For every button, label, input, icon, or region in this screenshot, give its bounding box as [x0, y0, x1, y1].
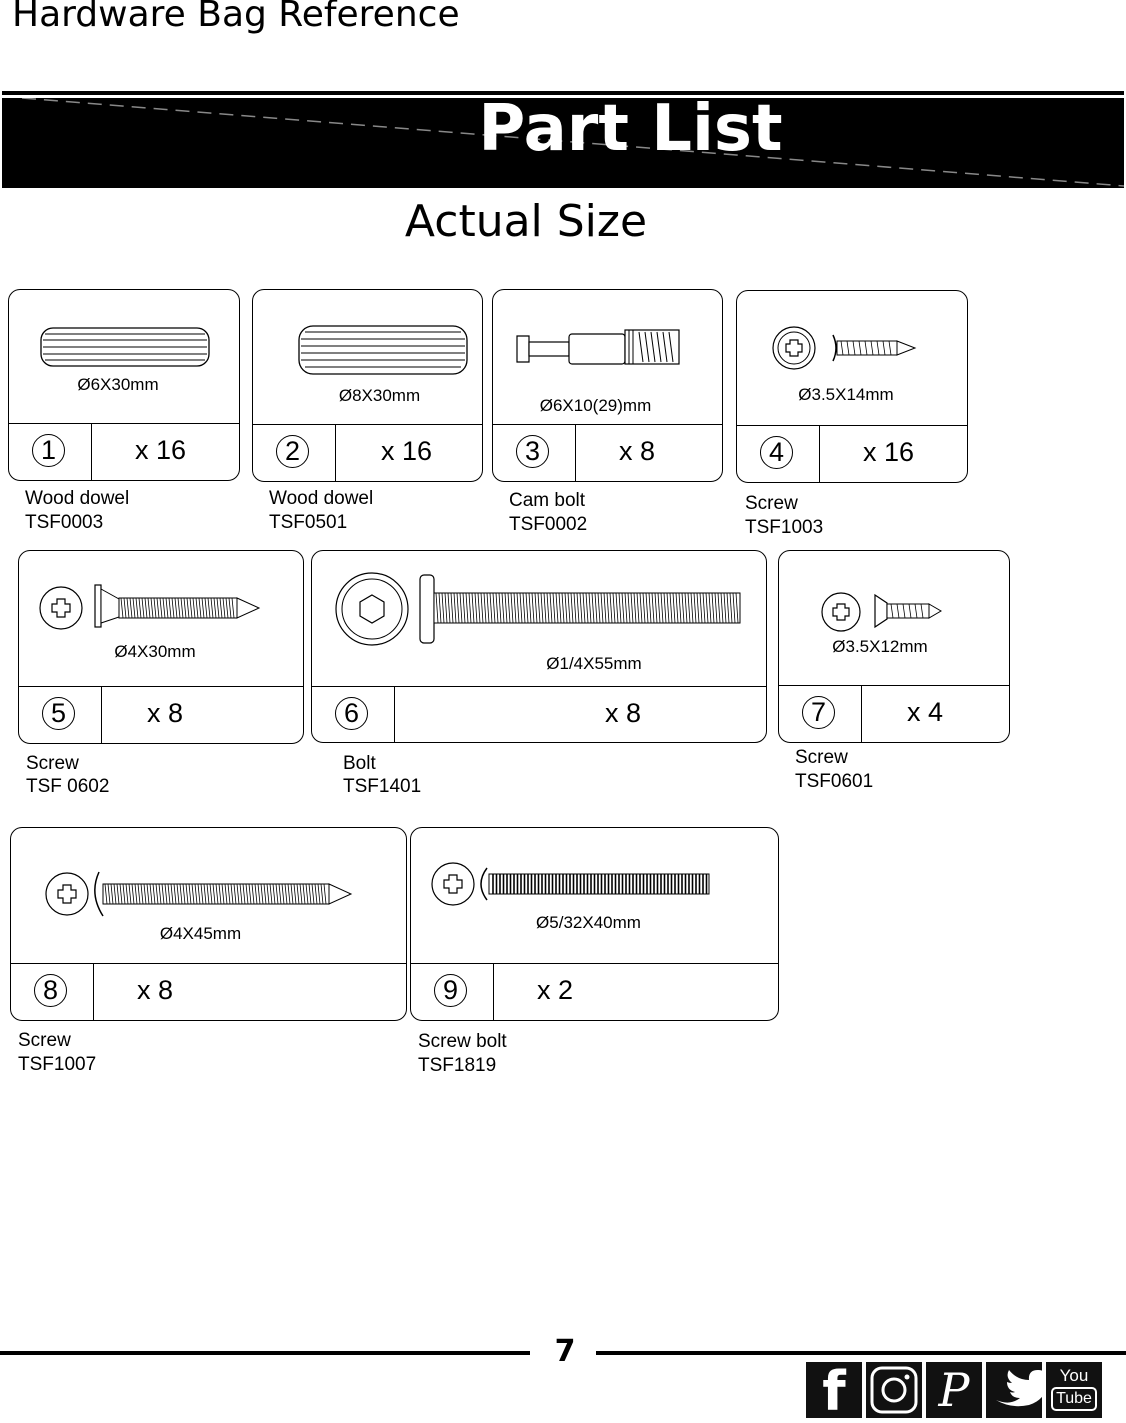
part-code: TSF1003 — [745, 517, 824, 538]
part-name: Wood dowel — [25, 488, 130, 509]
document-title: Hardware Bag Reference — [12, 0, 460, 35]
part-code: TSF0501 — [269, 512, 348, 533]
part-name: Screw — [26, 753, 79, 774]
wood-dowel-icon — [253, 290, 482, 430]
instagram-icon[interactable] — [866, 1362, 922, 1418]
part-number-badge: 3 — [516, 435, 549, 468]
screw-icon — [11, 828, 406, 968]
part-size: Ø3.5X14mm — [798, 385, 894, 404]
part-quantity: x 16 — [381, 436, 433, 466]
screw-bolt-icon — [411, 828, 778, 968]
part-number-badge: 7 — [802, 696, 835, 729]
part-footer-row — [779, 685, 1009, 742]
part-code: TSF 0602 — [26, 776, 110, 797]
screw-icon — [737, 291, 967, 431]
wood-dowel-icon — [9, 290, 239, 430]
part-card-5 — [18, 550, 304, 744]
part-size: Ø1/4X55mm — [546, 654, 642, 673]
page-number: 7 — [554, 1334, 576, 1369]
part-footer-row — [11, 963, 406, 1020]
part-name: Screw — [18, 1030, 71, 1051]
part-footer-row — [493, 424, 722, 481]
footer-rule-right — [596, 1351, 1126, 1355]
part-name: Bolt — [343, 753, 376, 774]
part-footer-row — [9, 423, 239, 480]
part-quantity: x 2 — [537, 975, 574, 1005]
twitter-icon[interactable] — [986, 1362, 1042, 1418]
part-footer-row — [312, 686, 766, 742]
part-name: Wood dowel — [269, 488, 374, 509]
part-footer-row — [19, 686, 303, 743]
part-size: Ø5/32X40mm — [536, 913, 641, 932]
part-number-badge: 1 — [32, 434, 65, 467]
youtube-icon[interactable]: You Tube — [1046, 1362, 1102, 1418]
part-list-banner — [2, 98, 1124, 188]
part-size: Ø4X45mm — [159, 924, 242, 943]
part-quantity: x 16 — [135, 435, 187, 465]
part-code: TSF1007 — [18, 1054, 97, 1075]
part-number-badge: 8 — [34, 974, 67, 1007]
part-number-badge: 9 — [434, 974, 467, 1007]
banner-title: Part List — [478, 98, 783, 166]
top-rule — [2, 91, 1124, 95]
part-size: Ø8X30mm — [338, 386, 421, 405]
part-quantity: x 8 — [147, 698, 184, 728]
part-name: Cam bolt — [509, 490, 586, 511]
screw-icon — [19, 551, 303, 691]
part-card-4 — [736, 290, 968, 483]
part-card-8 — [10, 827, 407, 1021]
part-footer-row — [411, 963, 778, 1020]
part-size: Ø6X10(29)mm — [539, 396, 652, 415]
part-size: Ø3.5X12mm — [832, 637, 928, 656]
part-quantity: x 16 — [863, 437, 915, 467]
actual-size-subtitle: Actual Size — [404, 196, 648, 247]
part-code: TSF0003 — [25, 512, 104, 533]
pinterest-icon[interactable]: P — [926, 1362, 982, 1418]
part-number-badge: 6 — [335, 697, 368, 730]
part-code: TSF0601 — [795, 771, 874, 792]
part-size: Ø4X30mm — [114, 642, 196, 661]
facebook-icon[interactable]: f — [806, 1362, 862, 1418]
part-name: Screw — [745, 493, 798, 514]
part-quantity: x 8 — [605, 697, 642, 728]
part-card-2 — [252, 289, 483, 482]
part-footer-row — [737, 425, 967, 482]
part-size: Ø6X30mm — [77, 375, 159, 394]
part-number-badge: 5 — [42, 697, 75, 730]
part-card-1 — [8, 289, 240, 481]
part-code: TSF1401 — [343, 776, 422, 797]
part-card-9 — [410, 827, 779, 1021]
part-number-badge: 4 — [760, 436, 793, 469]
footer-rule-left — [0, 1351, 530, 1355]
part-name: Screw bolt — [418, 1031, 507, 1052]
part-number-badge: 2 — [276, 435, 309, 468]
part-card-3 — [492, 289, 723, 482]
screw-icon — [779, 551, 1009, 691]
part-quantity: x 8 — [619, 436, 656, 466]
part-footer-row — [253, 424, 482, 481]
part-card-6 — [311, 550, 767, 743]
part-code: TSF1819 — [418, 1055, 497, 1076]
part-quantity: x 8 — [137, 975, 174, 1005]
part-name: Screw — [795, 747, 848, 768]
part-card-7 — [778, 550, 1010, 743]
part-code: TSF0002 — [509, 514, 588, 535]
part-quantity: x 4 — [907, 697, 944, 727]
